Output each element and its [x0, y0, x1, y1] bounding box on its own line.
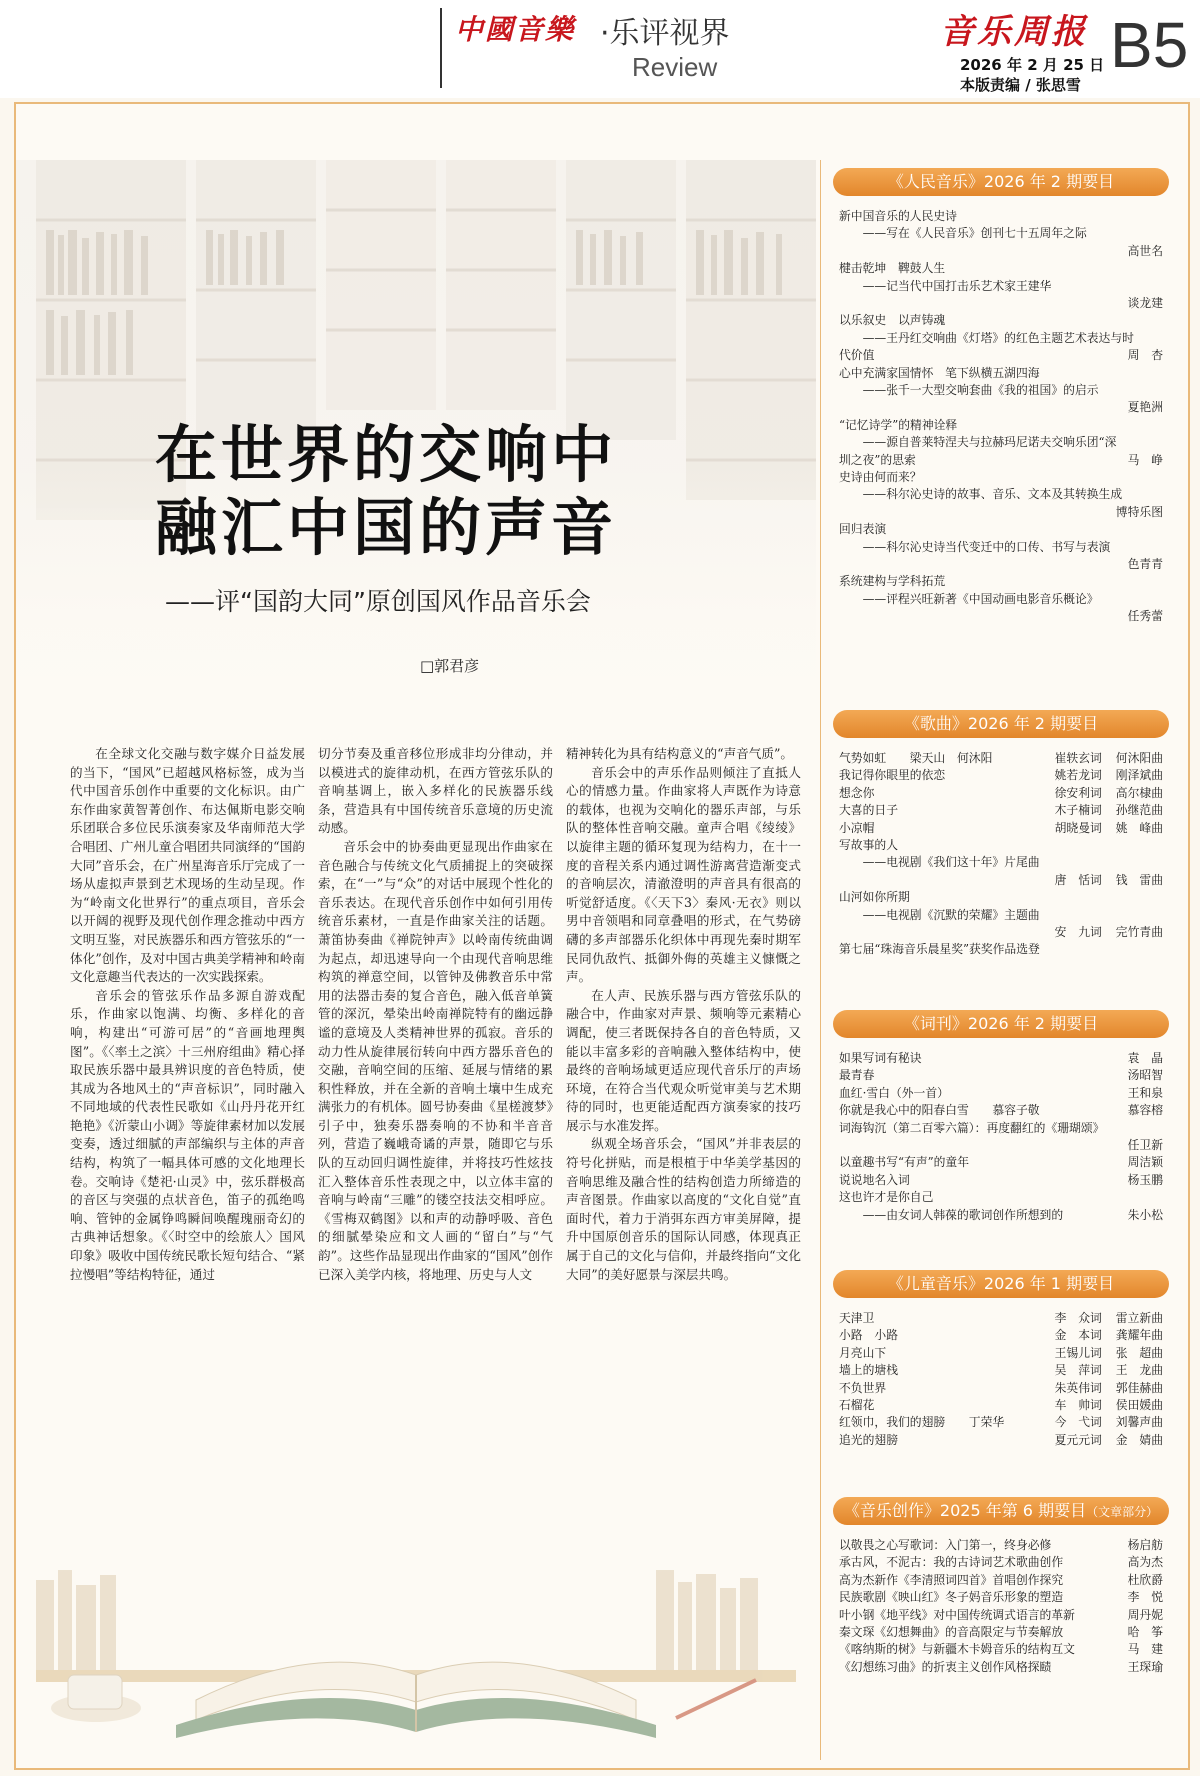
- item-title: 秦文琛《幻想舞曲》的音高限定与节奏解放: [839, 1625, 1064, 1640]
- item-title: 写故事的人: [839, 838, 898, 853]
- item-author: 任卫新: [1127, 1138, 1163, 1153]
- sidebar-list-item: [839, 1154, 1163, 1171]
- item-credit: [1128, 1641, 1163, 1658]
- item-title: 这也许才是你自己: [839, 1190, 934, 1205]
- item-title: 圳之夜”的思索: [839, 452, 916, 467]
- brand-logo: 中國音樂: [455, 13, 576, 46]
- sidebar-list-item: [839, 1397, 1163, 1414]
- item-author: 雷立新曲: [1115, 1311, 1163, 1325]
- column-divider: [820, 160, 821, 1760]
- sidebar-list-item: [839, 469, 1163, 486]
- item-author: 完竹青曲: [1115, 925, 1163, 940]
- item-credit: [1128, 1172, 1163, 1189]
- sidebar-list-item: [839, 1380, 1163, 1397]
- item-title: 回归表演: [839, 522, 887, 537]
- item-author: 哈 筝: [1127, 1625, 1163, 1640]
- sidebar-list-item: [839, 365, 1163, 382]
- sidebar-list-item: [839, 1310, 1163, 1327]
- item-author: 何沐阳曲: [1115, 751, 1163, 765]
- sidebar-list-item: [839, 767, 1163, 784]
- article-author: □郭君彦: [420, 657, 480, 675]
- sidebar-section-title: 《人民音乐》2026 年 2 期要目: [833, 168, 1169, 196]
- item-title: 《幻想练习曲》的折衷主义创作风格探赜: [839, 1659, 1052, 1674]
- item-credit: [1055, 820, 1163, 837]
- sidebar-list-item: [839, 1624, 1163, 1641]
- item-title: 天津卫: [839, 1311, 875, 1325]
- item-credit: [1055, 785, 1163, 802]
- sidebar-list-item: [839, 452, 1163, 469]
- item-title: 史诗由何而来？: [839, 470, 922, 485]
- item-author: 慕容榕: [1127, 1103, 1163, 1118]
- item-title: ——由女词人韩葆的歌词创作所想到的: [862, 1207, 1064, 1222]
- item-lyricist: 朱英伟词: [1054, 1380, 1102, 1395]
- item-credit: [1055, 1397, 1163, 1414]
- article-column-2: [318, 745, 553, 1284]
- item-title: 想念你: [839, 785, 875, 800]
- item-title: 新中国音乐的人民史诗: [839, 209, 957, 223]
- sidebar-list-item: [839, 1362, 1163, 1379]
- page-editor: 本版责编 / 张思雪: [960, 76, 1081, 94]
- item-author: 王琛瑜: [1127, 1659, 1163, 1674]
- item-title: 叶小钢《地平线》对中国传统调式语言的革新: [839, 1607, 1075, 1622]
- sidebar-ertong: [825, 1270, 1177, 1449]
- sidebar-list-item: [839, 312, 1163, 329]
- item-lyricist: 金 本词: [1054, 1328, 1102, 1343]
- item-credit: [1055, 750, 1163, 767]
- item-credit: [1055, 1362, 1163, 1379]
- item-credit: [1128, 608, 1163, 625]
- item-lyricist: 车 帅词: [1054, 1398, 1102, 1413]
- sidebar-list-item: [839, 243, 1163, 260]
- item-author: 马 建: [1127, 1642, 1163, 1657]
- item-author: 杜欣爵: [1127, 1572, 1163, 1587]
- sidebar-list-item: [839, 573, 1163, 590]
- paragraph: 在人声、民族乐器与西方管弦乐队的融合中，作曲家对声景、频响等元素精心调配，使三者既保持各自的音色特质，又能以丰富多彩的音响融入整体结构中，使最终的音响场域更适应现代音乐厅的声场环境，在符合当代观众听觉审美与艺术期待的同时，也更能适配西方演奏家的技巧展示与水准发挥。: [566, 987, 801, 1133]
- sidebar-list-item: [839, 1659, 1163, 1676]
- header-divider: [440, 8, 442, 88]
- item-author: 姚 峰曲: [1115, 820, 1163, 835]
- sidebar-list-item: [839, 504, 1163, 521]
- item-credit: [1055, 1310, 1163, 1327]
- article-subtitle: ——评“国韵大同”原创国风作品音乐会: [165, 587, 591, 616]
- item-lyricist: 吴 萍词: [1054, 1363, 1102, 1378]
- item-title: ——科尔沁史诗当代变迁中的口传、书写与表演: [862, 539, 1111, 554]
- item-title: 以乐叙史 以声铸魂: [839, 313, 946, 328]
- item-title: 承古风，不泥古：我的古诗词艺术歌曲创作: [839, 1555, 1064, 1570]
- headline-line2: 融汇中国的声音: [155, 491, 618, 564]
- sidebar-list-item: [839, 1554, 1163, 1571]
- item-author: 袁 晶: [1127, 1051, 1163, 1065]
- item-author: 马 峥: [1127, 452, 1163, 467]
- item-title: ——源自普莱特涅夫与拉赫玛尼诺夫交响乐团“深: [862, 435, 1117, 450]
- sidebar-list-item: [839, 417, 1163, 434]
- sidebar-list-item: [839, 486, 1163, 503]
- item-lyricist: 徐安利词: [1054, 785, 1102, 800]
- newspaper-logo: 音乐周报: [940, 12, 1088, 52]
- item-title: 墙上的塘栈: [839, 1363, 898, 1378]
- item-credit: [1055, 1414, 1163, 1431]
- item-author: 博特乐图: [1115, 504, 1163, 519]
- item-lyricist: 姚若龙词: [1054, 768, 1102, 783]
- sidebar-section-title: [833, 1497, 1169, 1525]
- item-author: 张 超曲: [1115, 1345, 1163, 1360]
- item-credit: [1055, 1380, 1163, 1397]
- item-title: 你就是我心中的阳春白雪 慕容子敬: [839, 1103, 1040, 1118]
- item-title: 心中充满家国情怀 笔下纵横五湖四海: [839, 365, 1040, 380]
- sidebar-section-title: 《儿童音乐》2026 年 1 期要目: [833, 1270, 1169, 1298]
- article-column-1: [70, 745, 305, 1284]
- item-title: ——写在《人民音乐》创刊七十五周年之际: [862, 226, 1087, 241]
- paragraph: 音乐会中的协奏曲更显现出作曲家在音色融合与传统文化气质捕捉上的突破探索，在“一”与“众”的对话中展现个性化的音乐表达。在现代音乐创作中如何引用传统音乐素材，一直是作曲家关注的话题。萧笛协奏曲《禅院钟声》以岭南传统曲调为起点，却迅速导向一个由现代音响思维构筑的禅意空间，以管钟及佛教音乐中常用的法器击奏的复合音色，融入低音单簧管的深沉，晕染出岭南禅院特有的幽远静谧的意境及人类精神世界的孤寂。音乐的动力性从旋律展衍转向中西方器乐音色的交融，音响空间的压缩、延展与情绪的累积性释放，并在全新的音响土壤中生成充满张力的有机体。圆号协奏曲《星槎渡梦》引子中，独奏乐器奏响的不协和半音音列，营造了巍峨奇谲的声景，随即它与乐队的互动回归调性旋律，并将技巧性炫技汇入整体音乐性表现之中，以立体丰富的音响与岭南“三雕”的镂空技法交相呼应。《雪梅双鹤图》以和声的动静呼吸、音色的细腻晕染应和文人画的“留白”与“气韵”。这些作品显现出作曲家的“国风”创作已深入美学内核，将地理、历史与人文: [318, 838, 553, 1282]
- sidebar-list-item: [839, 608, 1163, 625]
- item-credit: [1055, 872, 1163, 889]
- section-title: ·乐评视界: [600, 16, 730, 51]
- sidebar-list-item: [839, 1189, 1163, 1206]
- sidebar-item-list: [825, 1310, 1177, 1449]
- item-author: 汤昭智: [1127, 1068, 1163, 1083]
- item-title: 气势如虹 梁天山 何沐阳: [839, 751, 993, 765]
- item-credit: [1055, 924, 1163, 941]
- item-credit: [1055, 767, 1163, 784]
- item-credit: [1128, 1102, 1163, 1119]
- sidebar-chuangzuo: [825, 1497, 1177, 1676]
- item-title: 代价值: [839, 348, 875, 363]
- sidebar-item-list: [825, 1050, 1177, 1224]
- item-credit: [1128, 243, 1163, 260]
- item-title: 小凉帽: [839, 820, 875, 835]
- sidebar-cikan: [825, 1010, 1177, 1224]
- sidebar-list-item: [839, 1327, 1163, 1344]
- item-author: 朱小松: [1127, 1207, 1163, 1222]
- item-author: 金 婧曲: [1115, 1432, 1163, 1447]
- sidebar-list-item: [839, 820, 1163, 837]
- sidebar-list-item: [839, 802, 1163, 819]
- item-credit: [1128, 295, 1163, 312]
- item-credit: [1055, 802, 1163, 819]
- item-lyricist: 唐 恬词: [1054, 872, 1102, 887]
- item-title: 《喀纳斯的树》与新疆木卡姆音乐的结构互文: [839, 1642, 1075, 1657]
- sidebar-list-item: [839, 1085, 1163, 1102]
- sidebar-list-item: [839, 1050, 1163, 1067]
- sidebar-list-item: [839, 1102, 1163, 1119]
- item-title: ——电视剧《我们这十年》片尾曲: [862, 855, 1040, 870]
- item-title: 我记得你眼里的依恋: [839, 768, 946, 783]
- item-author: 任秀蕾: [1127, 609, 1163, 624]
- sidebar-list-item: [839, 1432, 1163, 1449]
- item-title: 大喜的日子: [839, 803, 898, 818]
- item-title: 不负世界: [839, 1380, 887, 1395]
- headline-line1: 在世界的交响中: [155, 418, 618, 491]
- item-title: ——科尔沁史诗的故事、音乐、文本及其转换生成: [862, 487, 1123, 502]
- sidebar-list-item: [839, 1641, 1163, 1658]
- item-credit: [1128, 1067, 1163, 1084]
- item-author: 周丹妮: [1127, 1607, 1163, 1622]
- item-title: 以童趣书写“有声”的童年: [839, 1155, 970, 1170]
- item-lyricist: 崔轶玄词: [1054, 751, 1102, 765]
- item-lyricist: 今 弋词: [1054, 1415, 1102, 1430]
- article-column-3: [566, 745, 801, 1284]
- item-credit: [1128, 1207, 1163, 1224]
- item-credit: [1128, 452, 1163, 469]
- item-credit: [1128, 1085, 1163, 1102]
- item-credit: [1116, 504, 1163, 521]
- item-title: 最青春: [839, 1068, 875, 1083]
- sidebar-list-item: [839, 854, 1163, 871]
- sidebar-list-item: [839, 539, 1163, 556]
- item-title: ——记当代中国打击乐艺术家王建华: [862, 278, 1052, 293]
- sidebar-list-item: [839, 434, 1163, 451]
- sidebar-renmin-music: [825, 168, 1177, 626]
- sidebar-list-item: [839, 872, 1163, 889]
- item-lyricist: 夏元元词: [1054, 1432, 1102, 1447]
- sidebar-item-list: [825, 750, 1177, 959]
- item-credit: [1128, 1572, 1163, 1589]
- item-lyricist: 李 众词: [1054, 1311, 1102, 1325]
- sidebar-list-item: [839, 1172, 1163, 1189]
- item-title: ——评程兴旺新著《中国动画电影音乐概论》: [862, 591, 1099, 606]
- paragraph: 音乐会中的声乐作品则倾注了直抵人心的情感力量。作曲家将人声既作为诗意的载体，也视为交响化的器乐声部，与乐队的整体性音响交融。童声合唱《绫绫》以旋律主题的循环复现为结构力，在十一度的音程关系内通过调性游离营造渐变式的音响层次，清澈澄明的声音具有很高的听觉舒适度。《〈天下3〉秦风·无衣》则以男中音领唱和同章叠唱的形式，在气势磅礴的多声部器乐化织体中再现先秦时期军民同仇敌忾、抵御外侮的英雄主义慷慨之声。: [566, 764, 801, 985]
- item-author: 王和泉: [1127, 1085, 1163, 1100]
- sidebar-list-item: [839, 1607, 1163, 1624]
- sidebar-list-item: [839, 278, 1163, 295]
- sidebar-list-item: [839, 330, 1163, 347]
- item-author: 夏艳洲: [1127, 400, 1163, 415]
- open-book-illustration: [16, 1470, 816, 1764]
- item-credit: [1055, 1432, 1163, 1449]
- paragraph-continued: 精神转化为具有结构意义的“声音气质”。: [566, 746, 793, 761]
- item-credit: [1128, 1537, 1163, 1554]
- item-author: 刘馨声曲: [1115, 1415, 1163, 1430]
- page-number: B5: [1110, 9, 1189, 81]
- sidebar-list-item: [839, 208, 1163, 225]
- paragraph: 在全球文化交融与数字媒介日益发展的当下，“国风”已超越风格标签，成为当代中国音乐创作中重要的文化标识。由广东作曲家黄智菁创作、布达佩斯电影交响乐团联合多位民乐演奏家及华南师范大学合唱团、广州儿童合唱团共同演绎的“国韵大同”音乐会，在广州星海音乐厅完成了一场从虚拟声景到艺术现场的生动呈现。作为“岭南文化世界行”的重点项目，音乐会以开阔的视野及现代创作理念推动中西方文明互鉴，对民族器乐和西方管弦乐的“一体化”创作，及对中国古典美学精神和岭南文化意趣当代表达的一次实践探索。: [70, 746, 305, 985]
- item-author: 周洁颖: [1127, 1155, 1163, 1170]
- issue-date: 2026 年 2 月 25 日: [960, 56, 1105, 74]
- item-title: 高为杰新作《李清照词四首》首唱创作探究: [839, 1572, 1064, 1587]
- item-title: 山河如你所期: [839, 890, 910, 905]
- item-author: 李 悦: [1127, 1590, 1163, 1605]
- item-credit: [1128, 347, 1163, 364]
- paragraph-continued: 切分节奏及重音移位形成非均分律动，并以模进式的旋律动机，在西方管弦乐队的音响基调上，嵌入多样化的民族器乐线条，营造具有中国传统音乐意境的历史流动感。: [318, 746, 553, 836]
- item-credit: [1128, 1137, 1163, 1154]
- item-author: 侯田媛曲: [1115, 1398, 1163, 1413]
- sidebar-list-item: [839, 556, 1163, 573]
- item-credit: [1128, 1659, 1163, 1676]
- sidebar-item-list: [825, 208, 1177, 626]
- sidebar-gequ: [825, 710, 1177, 959]
- item-author: 钱 雷曲: [1115, 872, 1163, 887]
- sidebar-list-item: [839, 1589, 1163, 1606]
- sidebar-section-title-text: 《音乐创作》2025 年第 6 期要目: [843, 1501, 1087, 1520]
- item-title: 词海钩沉（第二百零六篇）：再度翻红的《珊瑚颂》: [839, 1120, 1105, 1135]
- sidebar-list-item: [839, 1414, 1163, 1431]
- item-author: 龚耀年曲: [1115, 1328, 1163, 1343]
- item-title: 小路 小路: [839, 1328, 898, 1343]
- sidebar-list-item: [839, 1537, 1163, 1554]
- item-author: 刚泽斌曲: [1115, 768, 1163, 783]
- item-credit: [1128, 1589, 1163, 1606]
- paragraph: 音乐会的管弦乐作品多源自游戏配乐，作曲家以饱满、均衡、多样化的音响，构建出“可游可居”的“音画地理舆图”。《〈率土之滨〉十三州府组曲》精心择取民族乐器中最具辨识度的音色特质，使其成为各地风土的“声音标识”，同时融入不同地域的代表性民歌如《山丹丹花开红艳艳》《沂蒙山小调》等旋律素材加以发展变奏，透过细腻的声部编织与主体的声音结构，构筑了一幅具体可感的文化地理长卷。交响诗《楚祀·山灵》中，弦乐群极高的音区与突强的点状音色，笛子的孤绝鸣响、管钟的金属铮鸣瞬间唤醒瑰丽奇幻的古典神话想象。《〈时空中的绘旅人〉国风印象》吸收中国传统民歌长短句结合、“紧拉慢唱”等结构特征，通过: [70, 987, 305, 1282]
- sidebar-list-item: [839, 837, 1163, 854]
- sidebar-list-item: [839, 1572, 1163, 1589]
- item-author: 王 龙曲: [1115, 1363, 1163, 1378]
- item-lyricist: 胡晓曼词: [1054, 820, 1102, 835]
- item-title: 以敬畏之心写歌词：入门第一，终身必修: [839, 1538, 1052, 1552]
- item-lyricist: 王锡儿词: [1054, 1345, 1102, 1360]
- item-author: 孙继范曲: [1115, 803, 1163, 818]
- item-title: 第七届“珠海音乐晨星奖”获奖作品选登: [839, 942, 1040, 957]
- sidebar-section-title: 《词刊》2026 年 2 期要目: [833, 1010, 1169, 1038]
- sidebar-list-item: [839, 225, 1163, 242]
- item-author: 色青青: [1127, 557, 1163, 572]
- item-credit: [1128, 1154, 1163, 1171]
- item-author: 高尔棣曲: [1115, 785, 1163, 800]
- sidebar-list-item: [839, 1345, 1163, 1362]
- sidebar-list-item: [839, 907, 1163, 924]
- sidebar-section-title: 《歌曲》2026 年 2 期要目: [833, 710, 1169, 738]
- sidebar-list-item: [839, 382, 1163, 399]
- item-author: 郭佳赫曲: [1115, 1380, 1163, 1395]
- item-title: “记忆诗学”的精神诠释: [839, 417, 958, 432]
- sidebar-section-title-note: （文章部分）: [1086, 1505, 1159, 1519]
- item-title: 红领巾，我们的翅膀 丁荣华: [839, 1415, 1005, 1430]
- item-credit: [1128, 1050, 1163, 1067]
- item-title: 如果写词有秘诀: [839, 1051, 922, 1065]
- sidebar-item-list: [825, 1537, 1177, 1676]
- sidebar-list-item: [839, 1120, 1163, 1137]
- item-credit: [1128, 556, 1163, 573]
- sidebar-list-item: [839, 295, 1163, 312]
- item-title: 月亮山下: [839, 1345, 887, 1360]
- item-lyricist: 安 九词: [1054, 925, 1102, 940]
- open-book-art: [16, 1470, 816, 1764]
- item-title: 民族歌剧《映山红》冬子妈音乐形象的塑造: [839, 1590, 1064, 1605]
- item-author: 谈龙建: [1127, 296, 1163, 311]
- item-title: ——电视剧《沉默的荣耀》主题曲: [862, 907, 1040, 922]
- item-title: 说说地名入词: [839, 1172, 910, 1187]
- sidebar-list-item: [839, 260, 1163, 277]
- item-author: 周 杏: [1127, 348, 1163, 363]
- item-title: 系统建构与学科拓荒: [839, 574, 946, 589]
- sidebar-list-item: [839, 924, 1163, 941]
- item-title: ——张千一大型交响套曲《我的祖国》的启示: [862, 383, 1099, 398]
- item-author: 高世名: [1127, 243, 1163, 258]
- sidebar-list-item: [839, 941, 1163, 958]
- sidebar-list-item: [839, 347, 1163, 364]
- sidebar-list-item: [839, 521, 1163, 538]
- item-author: 杨玉鹏: [1127, 1172, 1163, 1187]
- item-title: 血红·雪白（外一首）: [839, 1085, 949, 1100]
- section-subtitle: Review: [632, 52, 718, 82]
- item-title: ——王丹红交响曲《灯塔》的红色主题艺术表达与时: [862, 330, 1134, 345]
- item-lyricist: 木子楠词: [1054, 803, 1102, 818]
- sidebar-list-item: [839, 1207, 1163, 1224]
- sidebar-list-item: [839, 750, 1163, 767]
- item-credit: [1055, 1345, 1163, 1362]
- item-credit: [1128, 399, 1163, 416]
- sidebar-list-item: [839, 785, 1163, 802]
- item-title: 石榴花: [839, 1398, 875, 1413]
- sidebar-list-item: [839, 591, 1163, 608]
- item-title: 楗击乾坤 鞞鼓人生: [839, 261, 946, 276]
- item-credit: [1055, 1327, 1163, 1344]
- item-title: 追光的翅膀: [839, 1432, 898, 1447]
- page-header: [0, 0, 1200, 98]
- item-credit: [1128, 1607, 1163, 1624]
- item-author: 高为杰: [1127, 1555, 1163, 1570]
- sidebar-list-item: [839, 1137, 1163, 1154]
- sidebar-list-item: [839, 399, 1163, 416]
- item-author: 杨启舫: [1127, 1538, 1163, 1552]
- item-credit: [1128, 1624, 1163, 1641]
- item-credit: [1128, 1554, 1163, 1571]
- sidebar-list-item: [839, 889, 1163, 906]
- sidebar-list-item: [839, 1067, 1163, 1084]
- paragraph: 纵观全场音乐会，“国风”并非表层的符号化拼贴，而是根植于中华美学基因的音响思维及融合性的结构创造力所缔造的声音图景。作曲家以高度的“文化自觉”直面时代，着力于消弭东西方审美屏障，提升中国原创音乐的国际认同感，体现真正属于自己的文化与信仰，并最终指向“文化大同”的美好愿景与深层共鸣。: [566, 1136, 801, 1282]
